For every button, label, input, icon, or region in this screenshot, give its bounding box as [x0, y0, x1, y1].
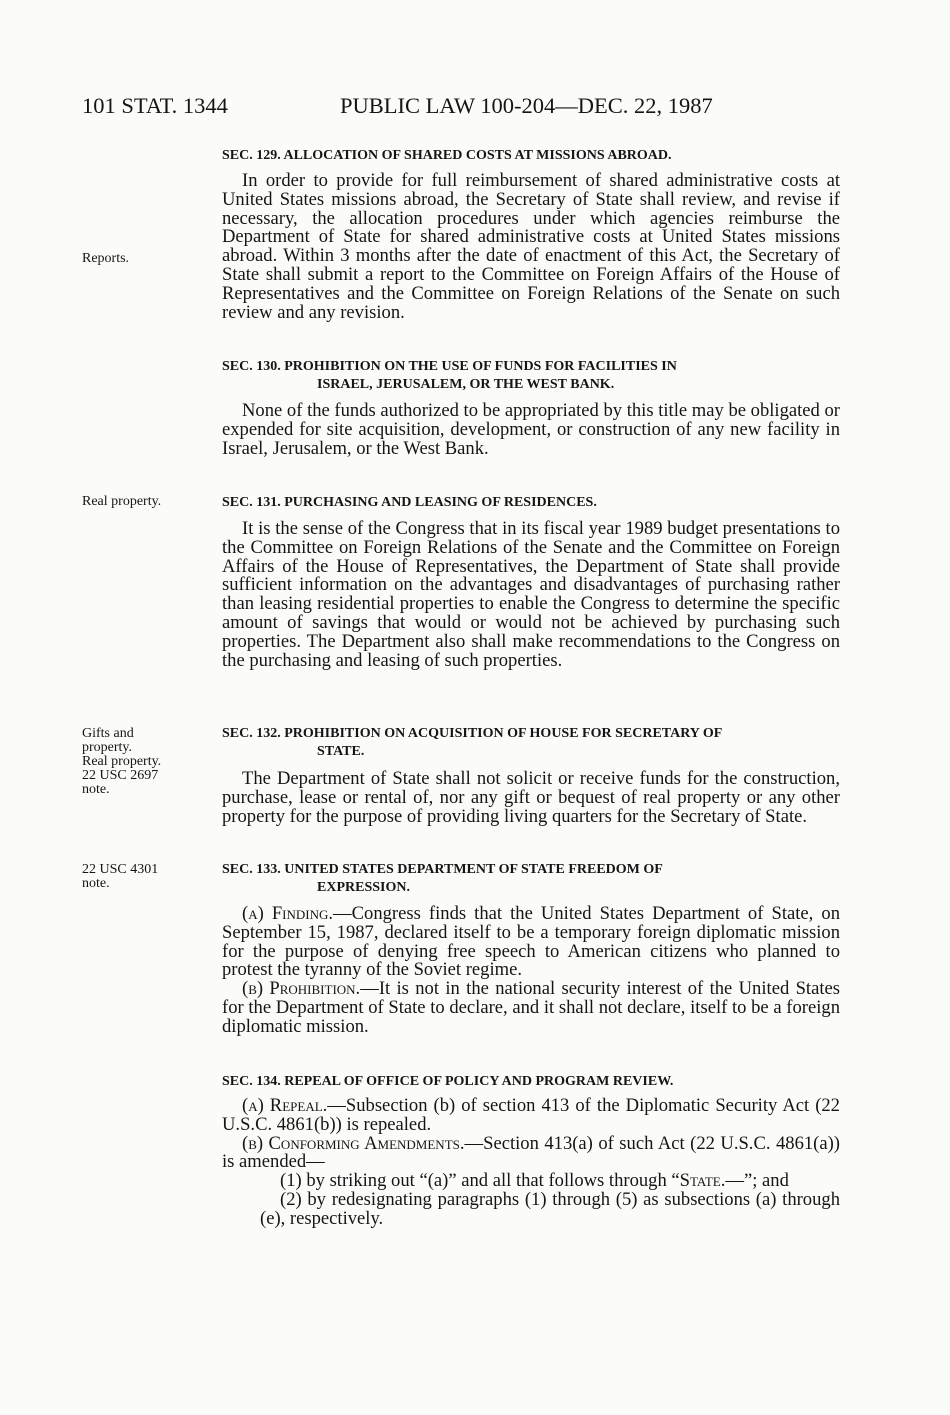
section-heading-line: SEC. 130. PROHIBITION ON THE USE OF FUNDS FOR FACILITIES IN — [222, 359, 677, 374]
margin-note-line: note. — [82, 782, 110, 797]
subsection-a — [222, 905, 840, 980]
subsection-label: (a) Finding. — [242, 903, 334, 924]
margin-note-reports: Reports. — [82, 251, 130, 266]
paragraph-text: (1) by striking out “(a)” and all that follows through “ — [280, 1170, 680, 1192]
public-law-title: PUBLIC LAW 100-204—DEC. 22, 1987 — [340, 93, 713, 118]
section-133-body — [222, 905, 840, 1037]
margin-note-line: Gifts and — [82, 726, 134, 741]
margin-note-line: 22 USC 4301 — [82, 862, 159, 877]
margin-note-line: note. — [82, 876, 110, 891]
subsection-b — [222, 980, 840, 1036]
subsection-label: (a) Repeal. — [242, 1095, 328, 1116]
subsection-label: (b) Conforming Amendments. — [242, 1132, 465, 1154]
section-heading: SEC. 131. PURCHASING AND LEASING OF RESIDENCES. — [222, 495, 597, 510]
subsection-text: —Congress finds that the United States Department of State, on September 15, 1987, declared itself to be a temporary foreign diplomatic mission for the purpose of denying free speech to American citizens who planned to protest the tyranny of the Soviet regime. — [222, 903, 840, 981]
subsection-text: —It is not in the national security interest of the United States for the Department of State to declare, and it shall not declare, itself to be a foreign diplomatic mission. — [222, 978, 840, 1037]
subsection-text: —Subsection (b) of section 413 of the Diplomatic Security Act (22 U.S.C. 4861(b)) is repealed. — [222, 1095, 840, 1135]
section-heading: SEC. 129. ALLOCATION OF SHARED COSTS AT MISSIONS ABROAD. — [222, 148, 672, 163]
margin-note-gifts — [82, 727, 202, 797]
section-heading: SEC. 134. REPEAL OF OFFICE OF POLICY AND PROGRAM REVIEW. — [222, 1074, 674, 1089]
margin-note-line: Real property. — [82, 754, 162, 769]
section-134 — [222, 1073, 840, 1091]
statute-page-number: 101 STAT. 1344 — [82, 93, 228, 118]
section-129 — [222, 147, 840, 165]
margin-note-usc-4301 — [82, 863, 202, 891]
section-134-body — [222, 1097, 840, 1229]
section-132 — [222, 725, 840, 761]
margin-note-line: property. — [82, 740, 133, 755]
section-131 — [222, 494, 840, 512]
section-heading — [222, 725, 840, 761]
section-heading — [222, 358, 840, 394]
section-text: It is the sense of the Congress that in its fiscal year 1989 budget presentations to the Committee on Foreign Relations of the Senate and the Committee on Foreign Affairs of the House of Representatives, the Department of State shall provide sufficient information on the advantages and disadvantages of purchasing rather than leasing residential properties to enable the Congress to determine the specific amount of savings that would or would not be achieved by purchasing such properties. The Department also shall make recommendations to the Congress on the purchasing and leasing of such properties. — [222, 518, 840, 671]
paragraph-text-end: —”; and — [725, 1170, 789, 1192]
section-133 — [222, 861, 840, 897]
section-text: In order to provide for full reimbursement of shared administrative costs at United States missions abroad, the Secretary of State shall review, and revise if necessary, the allocation procedures under which agencies reimburse the Department of State for shared administrative costs at United States missions abroad. Within 3 months after the date of enactment of this Act, the Secretary of State shall submit a report to the Committee on Foreign Affairs of the House of Representatives and the Committee on Foreign Relations of the Senate on such review and any revision. — [222, 170, 840, 323]
section-130 — [222, 358, 840, 394]
subsection-label: (b) Prohibition. — [242, 978, 361, 1000]
section-130-body — [222, 402, 840, 458]
subsection-b — [222, 1132, 840, 1173]
paragraph-2: (2) by redesignating paragraphs (1) through (5) as subsections (a) through (e), respectively. — [260, 1188, 840, 1229]
subsection-a — [222, 1097, 840, 1135]
margin-note-line: 22 USC 2697 — [82, 768, 159, 783]
section-heading-continued: EXPRESSION. — [317, 880, 410, 895]
section-129-body — [222, 172, 840, 322]
small-caps-term: State. — [679, 1170, 726, 1192]
section-heading-line: SEC. 133. UNITED STATES DEPARTMENT OF STATE FREEDOM OF — [222, 862, 663, 877]
section-heading-line: SEC. 132. PROHIBITION ON ACQUISITION OF HOUSE FOR SECRETARY OF — [222, 726, 723, 741]
section-heading-continued: ISRAEL, JERUSALEM, OR THE WEST BANK. — [317, 377, 615, 392]
section-text: The Department of State shall not solicit or receive funds for the construction, purchase, lease or rental of, nor any gift or bequest of real property or any other property for the purpose of providing living quarters for the Secretary of State. — [222, 768, 840, 827]
page-header — [82, 93, 840, 123]
section-131-body — [222, 520, 840, 670]
section-132-body — [222, 770, 840, 826]
subsection-text: —Section 413(a) of such Act (22 U.S.C. 4861(a)) is amended— — [222, 1132, 840, 1173]
section-heading-continued: STATE. — [317, 744, 365, 759]
section-text: None of the funds authorized to be appropriated by this title may be obligated or expended for site acquisition, development, or construction of any new facility in Israel, Jerusalem, or the West Bank. — [222, 400, 840, 459]
margin-note-real-property: Real property. — [82, 494, 162, 509]
section-heading — [222, 861, 840, 897]
